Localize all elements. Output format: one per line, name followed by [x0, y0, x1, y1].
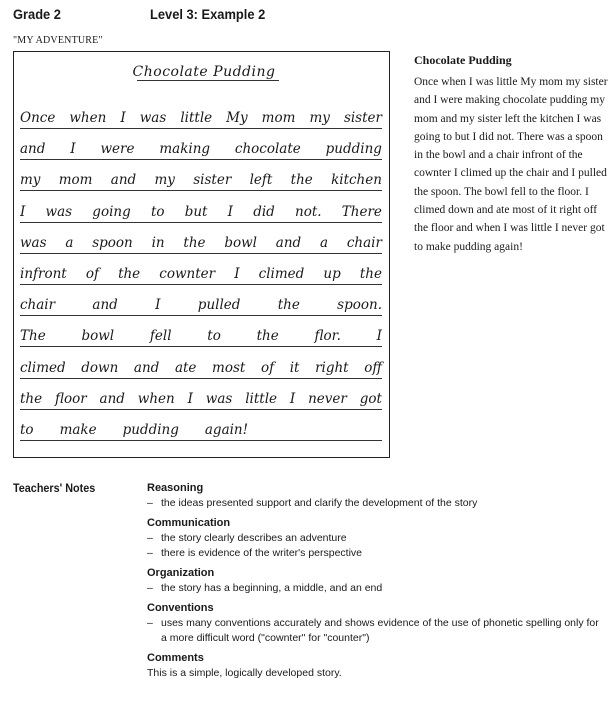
notes-section-heading: Conventions: [147, 602, 214, 614]
handwritten-line-text: and I were making chocolate pudding: [20, 141, 382, 158]
handwritten-line: [20, 350, 382, 379]
handwritten-line-text: chair and I pulled the spoon.: [20, 297, 382, 314]
notes-section: [147, 601, 607, 646]
notes-section: [147, 516, 607, 561]
handwritten-title: Chocolate Pudding: [129, 64, 279, 80]
assignment-title: "MY ADVENTURE": [13, 35, 103, 46]
notes-section-heading: Organization: [147, 567, 215, 579]
notes-section: [147, 481, 607, 511]
handwritten-line: [20, 162, 382, 191]
notes-section: [147, 651, 607, 681]
handwritten-line: [20, 287, 382, 316]
notes-item: – there is evidence of the writer's perspective: [147, 546, 607, 561]
handwritten-line-text: The bowl fell to the flor. I: [20, 328, 382, 345]
notes-section-heading: Communication: [147, 517, 231, 529]
transcription-body: Once when I was little My mom my sister and I were making chocolate pudding my mom and my sister left the kitchen I was going to but I did not. There was a spoon in the bowl and a chair infront of the cownter I climed up the chair and I pulled the spoon. The bowl fell to the floor. I climed down and ate most of it right off the floor and when I was little I never got to make pudding again!: [414, 76, 608, 253]
handwritten-line-text: I was going to but I did not. There: [20, 203, 382, 220]
handwritten-line: [20, 381, 382, 410]
notes-item: – uses many conventions accurately and shows evidence of the use of phonetic spelling only for a more difficult word ("cownter" for "counter"): [147, 616, 607, 646]
handwritten-line: [20, 412, 382, 441]
grade-label: Grade 2: [13, 6, 61, 22]
notes-section-heading: Reasoning: [147, 482, 204, 494]
teachers-notes-label: Teachers' Notes: [13, 481, 96, 495]
handwritten-line-text: was a spoon in the bowl and a chair: [20, 234, 382, 251]
handwritten-line: [20, 318, 382, 347]
handwritten-line-text: infront of the cownter I climed up the: [20, 266, 382, 282]
teachers-notes: [147, 481, 607, 686]
handwritten-line-text: to make pudding again!: [20, 422, 249, 438]
handwritten-line: [20, 256, 382, 285]
notes-section: [147, 566, 607, 596]
notes-comment: This is a simple, logically developed story.: [147, 667, 342, 679]
notes-section-heading: Comments: [147, 652, 204, 664]
handwritten-line: [20, 225, 382, 254]
notes-item: – the ideas presented support and clarify the development of the story: [147, 496, 607, 511]
handwritten-line-text: my mom and my sister left the kitchen: [20, 172, 382, 189]
handwritten-line: [20, 100, 382, 129]
transcription-title: Chocolate Pudding: [414, 53, 512, 67]
handwritten-line-text: climed down and ate most of it right off: [20, 359, 382, 376]
level-label: Level 3: Example 2: [150, 6, 266, 22]
handwritten-line-text: Once when I was little My mom my sister: [20, 110, 382, 126]
handwritten-line: [20, 194, 382, 223]
handwritten-line: [20, 131, 382, 160]
notes-item: – the story has a beginning, a middle, and an end: [147, 581, 607, 596]
handwritten-line-text: the floor and when I was little I never got: [20, 390, 382, 407]
handwriting-sample: [13, 51, 390, 458]
notes-item: – the story clearly describes an adventure: [147, 531, 607, 546]
